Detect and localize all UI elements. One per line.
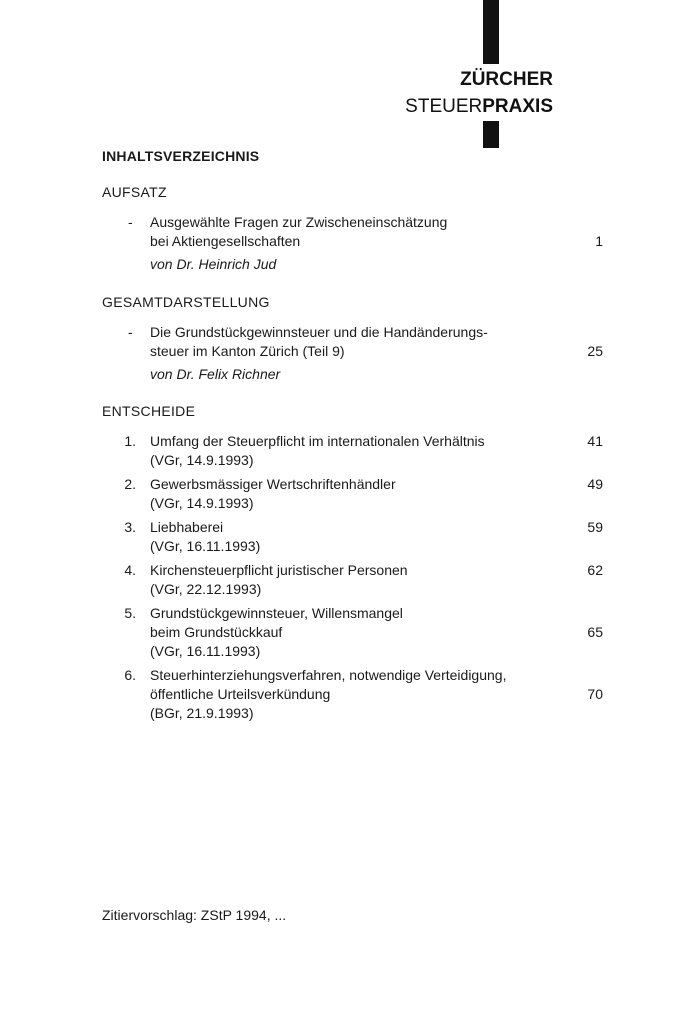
entry-title-line: Umfang der Steuerpflicht im internationalen Verhältnis: [150, 433, 485, 449]
entry-text: [150, 432, 560, 470]
entry-title-line: Kirchensteuerpflicht juristischer Personen: [150, 562, 408, 578]
entry-number: 6.: [124, 667, 136, 683]
entry-title-line: steuer im Kanton Zürich (Teil 9): [150, 343, 345, 359]
entry-number: 1.: [124, 433, 136, 449]
entry-text: [150, 475, 560, 513]
entry-page-number: 59: [587, 519, 603, 535]
entry-page-number: 41: [587, 433, 603, 449]
entry-page-number: 25: [587, 343, 603, 359]
logo-steuer: STEUER: [405, 96, 483, 117]
entry-title-line: Ausgewählte Fragen zur Zwischeneinschätzung: [150, 214, 448, 230]
entry-number: 4.: [124, 562, 136, 578]
logo-bar-bottom: [483, 121, 499, 148]
logo-praxis: PRAXIS: [482, 96, 553, 117]
entry-title-line: Liebhaberei: [150, 519, 224, 535]
logo-zuercher: ZÜRCHER: [460, 69, 553, 90]
entry-page-number: 62: [587, 562, 603, 578]
entry-title-line: Grundstückgewinnsteuer, Willensmangel: [150, 605, 403, 621]
entry-text: [150, 666, 560, 723]
entry-court-date: (VGr, 22.12.1993): [150, 581, 262, 597]
entry-title-line: bei Aktiengesellschaften: [150, 233, 301, 249]
entry-author: von Dr. Felix Richner: [150, 366, 281, 382]
entry-text: [150, 518, 560, 556]
entry-text: [150, 604, 560, 661]
entry-title-line: beim Grundstückkauf: [150, 624, 283, 640]
entry-court-date: (VGr, 14.9.1993): [150, 495, 254, 511]
entry-title-line: Die Grundstückgewinnsteuer und die Handänderungs-: [150, 324, 488, 340]
entry-court-date: (BGr, 21.9.1993): [150, 705, 254, 721]
section-heading-entscheide: ENTSCHEIDE: [102, 403, 196, 419]
entry-page-number: 70: [587, 686, 603, 702]
entry-number: 5.: [124, 605, 136, 621]
citation-suggestion: Zitiervorschlag: ZStP 1994, ...: [102, 907, 287, 923]
entry-number: 3.: [124, 519, 136, 535]
entry-text: [150, 323, 560, 384]
entry-court-date: (VGr, 16.11.1993): [150, 538, 261, 554]
entry-title-line: Steuerhinterziehungsverfahren, notwendige Verteidigung,: [150, 667, 507, 683]
entry-author: von Dr. Heinrich Jud: [150, 256, 277, 272]
entry-court-date: (VGr, 14.9.1993): [150, 452, 254, 468]
entry-title-line: Gewerbsmässiger Wertschriftenhändler: [150, 476, 396, 492]
toc-title: INHALTSVERZEICHNIS: [102, 148, 260, 164]
entry-court-date: (VGr, 16.11.1993): [150, 643, 261, 659]
section-heading-gesamtdarstellung: GESAMTDARSTELLUNG: [102, 294, 270, 310]
entry-page-number: 65: [587, 624, 603, 640]
entry-page-number: 1: [595, 233, 603, 249]
entry-text: [150, 213, 560, 274]
logo-steuerpraxis: [405, 97, 553, 116]
entry-text: [150, 561, 560, 599]
section-heading-aufsatz: AUFSATZ: [102, 184, 167, 200]
logo-bar-top: [483, 0, 499, 64]
entry-number: 2.: [124, 476, 136, 492]
entry-dash: -: [128, 324, 133, 340]
entry-dash: -: [128, 214, 133, 230]
entry-page-number: 49: [587, 476, 603, 492]
entry-title-line: öffentliche Urteilsverkündung: [150, 686, 331, 702]
